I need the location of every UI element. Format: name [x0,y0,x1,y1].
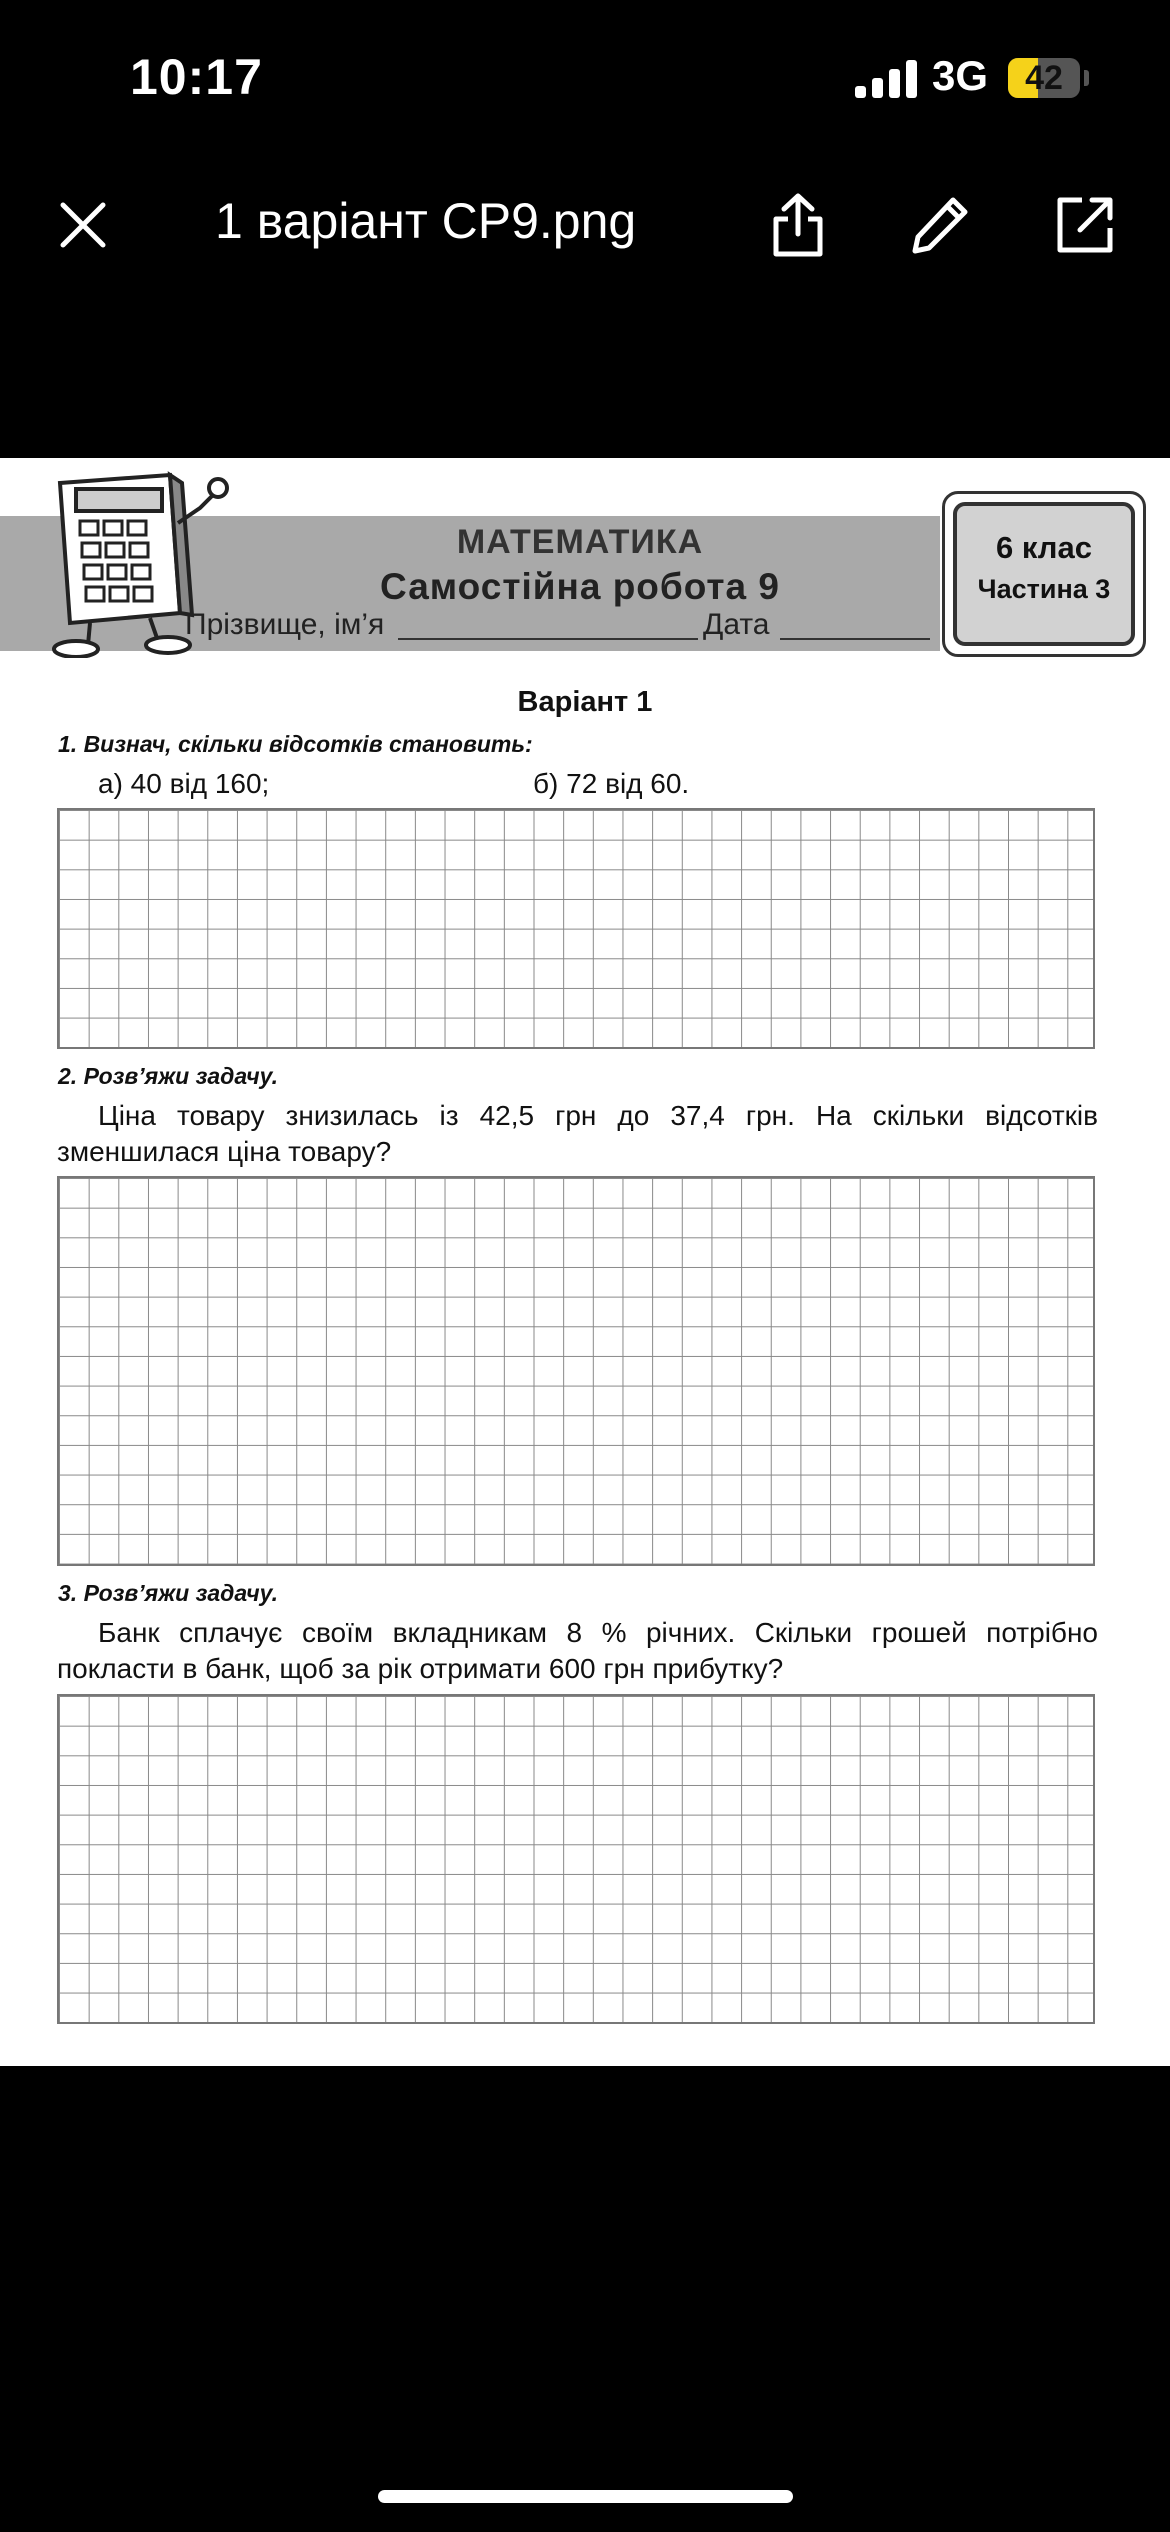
pencil-icon [909,194,971,256]
battery-tip [1084,70,1089,86]
answer-grid-3 [57,1694,1095,2024]
answer-grid-1 [57,808,1095,1049]
open-external-icon [1054,194,1116,256]
grade-label: 6 клас [996,530,1092,565]
battery-icon [1008,58,1080,98]
task-3-text-line1: Банк сплачує своїм вкладникам 8 % річних. Скільки грошей потрібно [98,1617,1098,1648]
task-2-text-line2: зменшилася ціна товару? [57,1136,392,1167]
task-3-heading: 3. Розв’яжи задачу. [58,1580,278,1606]
grade-box [942,491,1146,657]
close-button[interactable] [48,190,118,260]
status-time: 10:17 [130,49,263,105]
subject-title: МАТЕМАТИКА [456,523,704,561]
battery-percent: 42 [1025,59,1063,97]
date-line [780,638,930,640]
share-icon [768,192,828,258]
task-1-item-b: б) 72 від 60. [533,768,690,799]
open-external-button[interactable] [1050,190,1120,260]
name-line [398,638,698,640]
task-1-item-a: а) 40 від 160; [98,768,270,799]
file-name: 1 варіант СР9.png [215,193,637,249]
share-button[interactable] [763,190,833,260]
viewer-header [0,160,1170,290]
signal-icon [855,60,917,98]
close-icon [58,200,108,250]
document-image [0,458,1170,2066]
task-1-heading: 1. Визнач, скільки відсотків становить: [58,731,533,757]
home-indicator[interactable] [378,2490,793,2503]
network-type: 3G [932,52,989,99]
work-title: Самостійна робота 9 [380,566,780,607]
name-label: Прізвище, ім’я [185,608,385,641]
grade-inner [953,502,1135,646]
answer-grid-2 [57,1176,1095,1566]
edit-button[interactable] [905,190,975,260]
part-label: Частина 3 [977,574,1111,604]
variant-title: Варіант 1 [517,686,653,718]
status-bar [0,0,1170,150]
task-2-text-line1: Ціна товару знизилась із 42,5 грн до 37,4 грн. На скільки відсотків [98,1100,1098,1131]
task-2-heading: 2. Розв’яжи задачу. [58,1063,278,1089]
date-label: Дата [703,608,770,641]
task-3-text-line2: покласти в банк, щоб за рік отримати 600 грн прибутку? [57,1653,784,1684]
